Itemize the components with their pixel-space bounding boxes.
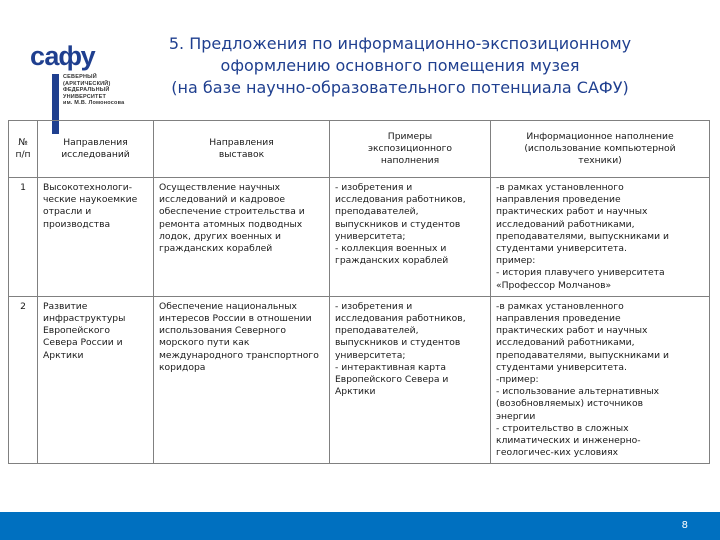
cell-text-line: исследований xyxy=(61,149,130,160)
cell-text-line: студентами университета. xyxy=(496,361,627,373)
cell-examples xyxy=(330,296,491,464)
cell-text-line: геологичес-ких условиях xyxy=(496,447,619,459)
cell-exhibitions xyxy=(154,178,330,297)
title-line: оформлению основного помещения музея xyxy=(220,56,580,75)
cell-text-line: морского пути как xyxy=(159,337,250,349)
cell-text-line: выставок xyxy=(218,149,265,160)
cell-text-line: Европейского Севера и xyxy=(335,374,449,386)
cell-text-line: Осуществление научных xyxy=(159,182,281,193)
cell-text-line: преподавателями, выпускниками и xyxy=(496,230,669,242)
cell-text-line: практических работ и научных xyxy=(496,325,648,337)
cell-text-line: гражданских кораблей xyxy=(335,255,449,267)
cell-text-line: наполнения xyxy=(380,155,440,167)
header-info xyxy=(491,121,710,178)
cell-text-line: преподавателей, xyxy=(335,325,419,337)
cell-text-line: (использование компьютерной xyxy=(524,142,676,154)
cell-text-line: - коллекция военных и xyxy=(335,243,447,255)
cell-text-line: исследований работниками, xyxy=(496,337,635,349)
cell-text-line: п/п xyxy=(15,149,31,160)
cell-text-line: -в рамках установленного xyxy=(496,182,624,193)
cell-text-line: Развитие xyxy=(43,300,88,312)
footer-bar xyxy=(0,512,720,540)
logo-line: СЕВЕРНЫЙ xyxy=(63,74,97,80)
cell-text-line: исследования работников, xyxy=(335,313,466,325)
logo-text xyxy=(63,74,125,107)
cell-text-line: выпускников и студентов xyxy=(335,337,461,349)
logo-line: ФЕДЕРАЛЬНЫЙ xyxy=(63,87,110,94)
cell-text-line: № xyxy=(18,136,28,148)
cell-text-line: Севера России и xyxy=(43,337,123,349)
cell-text-line: -пример: xyxy=(496,374,539,386)
cell-text-line: исследования работников, xyxy=(335,194,466,206)
cell-text-line: Обеспечение национальных xyxy=(159,300,297,312)
logo-wordmark: сафу xyxy=(30,41,95,71)
cell-text-line: - изобретения и xyxy=(335,182,413,193)
cell-text-line: Направления xyxy=(63,136,128,148)
cell-text-line: - интерактивная карта xyxy=(335,361,447,373)
cell-exhibitions xyxy=(154,296,330,464)
proposals-table xyxy=(8,120,710,464)
table-row xyxy=(9,296,710,464)
header-exhibitions xyxy=(154,121,330,178)
university-logo xyxy=(30,41,125,130)
cell-text-line: техники) xyxy=(578,155,622,167)
header-research xyxy=(38,121,154,178)
logo-line: им. М.В. Ломоносова xyxy=(63,100,125,107)
cell-text-line: - использование альтернативных xyxy=(496,386,660,398)
cell-text-line: (возобновляемых) источников xyxy=(496,398,643,410)
cell-text-line: использования Северного xyxy=(159,325,286,337)
cell-examples xyxy=(330,178,491,297)
cell-text-line: - строительство в сложных xyxy=(496,422,629,434)
cell-text-line: преподавателей, xyxy=(335,206,419,218)
cell-text-line: ческие наукоемкие xyxy=(43,194,138,206)
cell-text-line: исследований работниками, xyxy=(496,218,635,230)
cell-research xyxy=(38,178,154,297)
cell-text-line: лодок, других военных и xyxy=(159,230,281,242)
cell-text-line: практических работ и научных xyxy=(496,206,648,218)
cell-text-line: отрасли и xyxy=(43,206,92,218)
page-number: 8 xyxy=(681,520,688,531)
cell-text-line: Примеры xyxy=(387,130,433,142)
cell-text-line: университета; xyxy=(335,230,406,242)
slide-title xyxy=(130,33,670,99)
cell-text-line: направления проведение xyxy=(496,194,621,206)
cell-text-line: -в рамках установленного xyxy=(496,300,624,312)
cell-research xyxy=(38,296,154,464)
cell-text-line: преподавателями, выпускниками и xyxy=(496,349,669,361)
cell-text-line: направления проведение xyxy=(496,313,621,325)
cell-text-line: - история плавучего университета xyxy=(496,267,665,279)
cell-text-line: экспозиционного xyxy=(367,142,453,154)
cell-text-line: энергии xyxy=(496,410,536,422)
cell-text-line: выпускников и студентов xyxy=(335,218,461,230)
cell-text-line: климатических и инженерно- xyxy=(496,435,641,447)
cell-text-line: университета; xyxy=(335,349,406,361)
cell-num: 1 xyxy=(9,178,38,297)
cell-text-line: пример: xyxy=(496,255,536,267)
cell-text-line: «Профессор Молчанов» xyxy=(496,279,612,291)
table-row xyxy=(9,178,710,297)
cell-text-line: интересов России в отношении xyxy=(159,313,312,325)
cell-text-line: производства xyxy=(43,218,111,230)
cell-text-line: Направления xyxy=(209,136,274,148)
table-header-row xyxy=(9,121,710,178)
cell-text-line: Арктики xyxy=(335,386,376,398)
header-num xyxy=(9,121,38,178)
cell-info xyxy=(491,178,710,297)
cell-text-line: международного транспортного xyxy=(159,349,319,361)
cell-text-line: Информационное наполнение xyxy=(526,130,674,142)
cell-text-line: Высокотехнологи- xyxy=(43,182,133,193)
cell-num: 2 xyxy=(9,296,38,464)
cell-text-line: обеспечение строительства и xyxy=(159,206,305,218)
cell-text-line: коридора xyxy=(159,361,206,373)
cell-text-line: гражданских кораблей xyxy=(159,243,273,255)
cell-text-line: студентами университета. xyxy=(496,243,627,255)
cell-text-line: Европейского xyxy=(43,325,110,337)
cell-text-line: ремонта атомных подводных xyxy=(159,218,303,230)
header-examples xyxy=(330,121,491,178)
title-line: (на базе научно-образовательного потенциала САФУ) xyxy=(171,78,629,97)
cell-text-line: - изобретения и xyxy=(335,300,413,312)
logo-line: (АРКТИЧЕСКИЙ) xyxy=(63,80,111,87)
cell-text-line: Арктики xyxy=(43,349,84,361)
cell-text-line: инфраструктуры xyxy=(43,313,126,325)
cell-info xyxy=(491,296,710,464)
logo-line: УНИВЕРСИТЕТ xyxy=(63,93,107,100)
cell-text-line: исследований и кадровое xyxy=(159,194,286,206)
title-line: 5. Предложения по информационно-экспозиционному xyxy=(168,34,632,53)
